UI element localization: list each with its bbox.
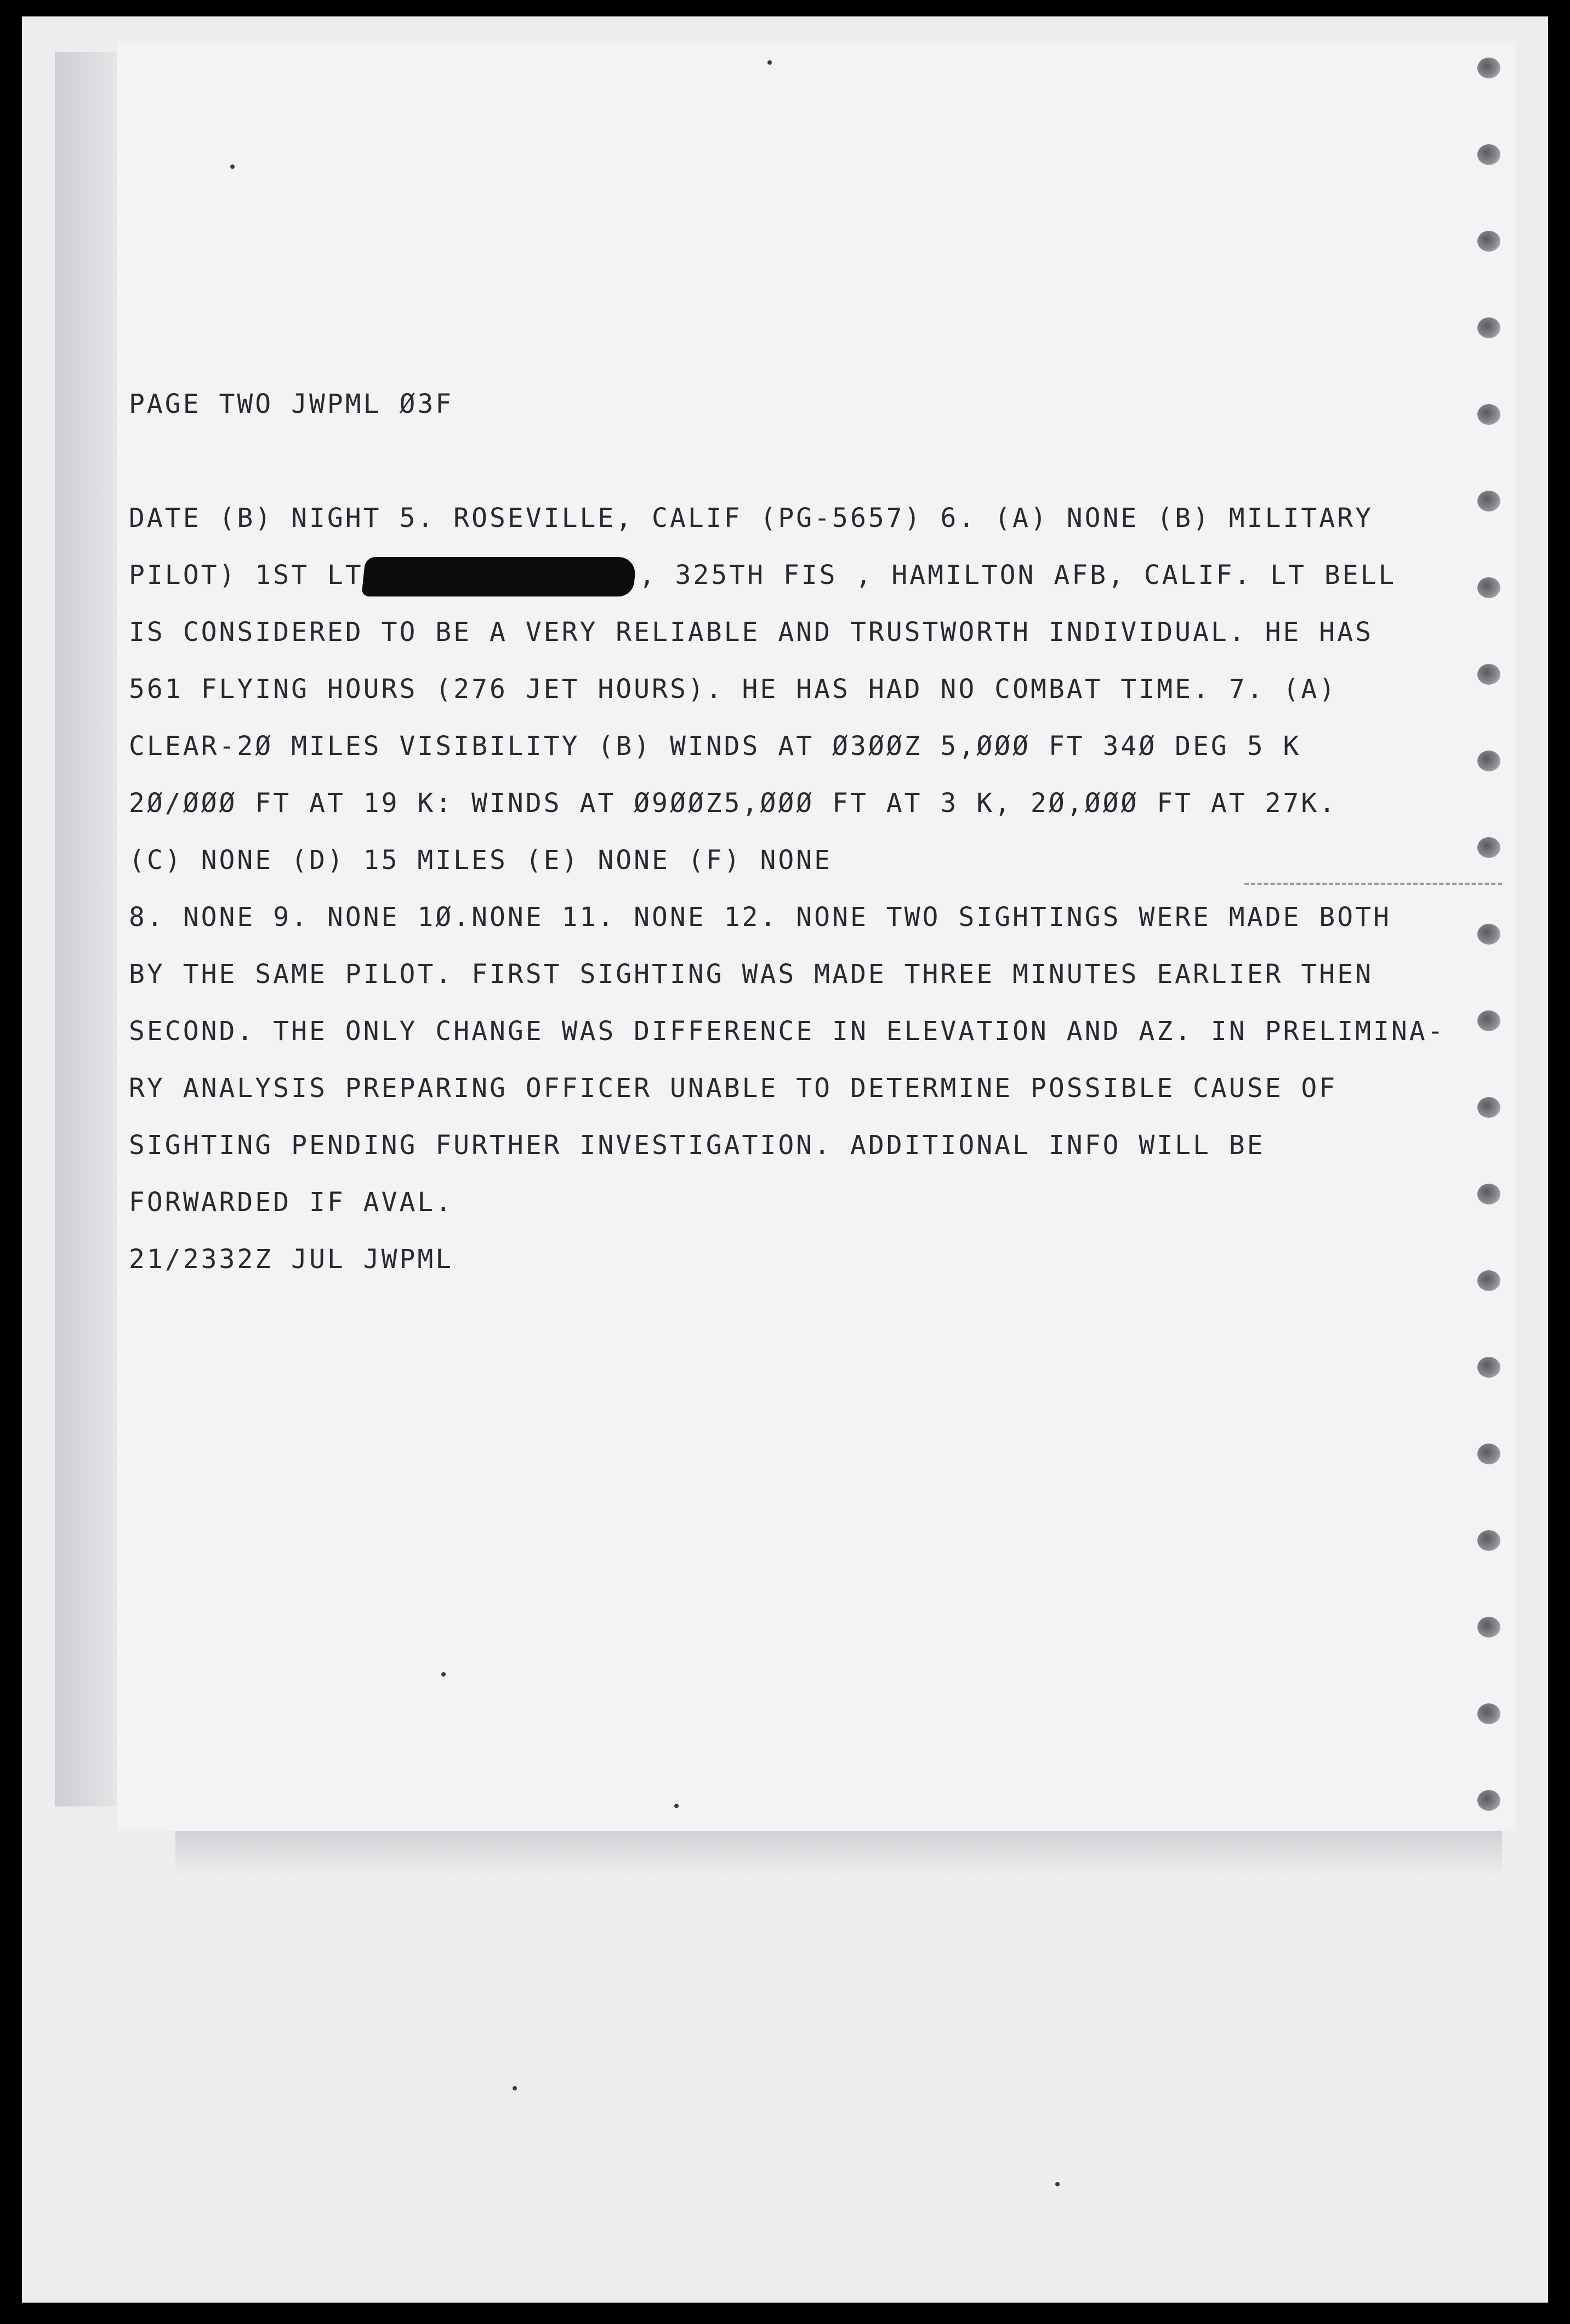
blank-line [129,433,1444,490]
message-line: 561 FLYING HOURS (276 JET HOURS). HE HAS HAD NO COMBAT TIME. 7. (A) [129,674,1338,704]
tractor-feed-strip [1463,41,1506,1831]
feed-hole-icon [1477,144,1500,165]
page-header: PAGE TWO JWPML Ø3F [129,389,454,419]
page-shadow-left [55,52,121,1806]
date-time-group: 21/2332Z JUL JWPML [129,1244,454,1275]
feed-hole-icon [1477,751,1500,771]
film-speck [513,2086,517,2090]
feed-hole-icon [1477,1270,1500,1291]
feed-hole-icon [1477,231,1500,252]
message-line: SECOND. THE ONLY CHANGE WAS DIFFERENCE IN ELEVATION AND AZ. IN PRELIMINA- [129,1016,1446,1047]
feed-hole-icon [1477,837,1500,858]
message-line: BY THE SAME PILOT. FIRST SIGHTING WAS MADE THREE MINUTES EARLIER THEN [129,959,1373,990]
film-speck [441,1672,446,1677]
feed-hole-icon [1477,58,1500,78]
film-speck [767,60,772,65]
feed-hole-icon [1477,317,1500,338]
message-line: 8. NONE 9. NONE 1Ø.NONE 11. NONE 12. NONE TWO SIGHTINGS WERE MADE BOTH [129,902,1391,933]
feed-hole-icon [1477,1790,1500,1811]
message-line: DATE (B) NIGHT 5. ROSEVILLE, CALIF (PG-5657) 6. (A) NONE (B) MILITARY [129,503,1373,533]
feed-hole-icon [1477,1617,1500,1638]
feed-hole-icon [1477,1703,1500,1724]
message-line: RY ANALYSIS PREPARING OFFICER UNABLE TO DETERMINE POSSIBLE CAUSE OF [129,1073,1338,1104]
feed-hole-icon [1477,924,1500,945]
message-line: 2Ø/ØØØ FT AT 19 K: WINDS AT Ø9ØØZ5,ØØØ FT AT 3 K, 2Ø,ØØØ FT AT 27K. [129,788,1338,819]
feed-hole-icon [1477,1444,1500,1464]
pilot-unit: , 325TH FIS , HAMILTON AFB, CALIF. LT BELL [639,560,1397,590]
feed-hole-icon [1477,1097,1500,1118]
feed-hole-icon [1477,1010,1500,1031]
message-line: SIGHTING PENDING FURTHER INVESTIGATION. ADDITIONAL INFO WILL BE [129,1130,1265,1161]
feed-hole-icon [1477,1184,1500,1204]
pilot-prefix: PILOT) 1ST LT [129,560,363,590]
film-speck [230,164,235,169]
film-speck [1055,2182,1060,2186]
message-line: FORWARDED IF AVAL. [129,1187,454,1218]
message-line: IS CONSIDERED TO BE A VERY RELIABLE AND TRUSTWORTH INDIVIDUAL. HE HAS [129,617,1373,647]
page-shadow-bottom [175,1831,1502,1875]
redaction-mark [361,557,637,596]
feed-hole-icon [1477,491,1500,512]
message-line: CLEAR-2Ø MILES VISIBILITY (B) WINDS AT Ø3ØØZ 5,ØØØ FT 34Ø DEG 5 K [129,731,1301,762]
feed-hole-icon [1477,577,1500,598]
feed-hole-icon [1477,1530,1500,1551]
feed-hole-icon [1477,1357,1500,1378]
film-speck [674,1804,679,1808]
feed-hole-icon [1477,664,1500,685]
message-line: (C) NONE (D) 15 MILES (E) NONE (F) NONE [129,845,833,876]
message-body [129,376,1444,1288]
feed-hole-icon [1477,404,1500,425]
message-line-pilot [129,547,1444,604]
